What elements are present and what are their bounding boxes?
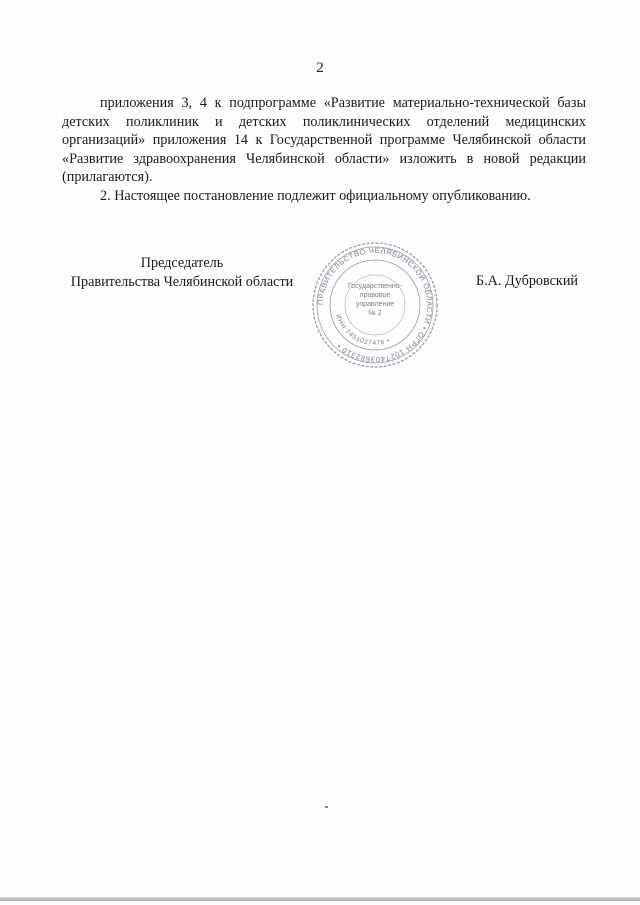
signatory-name: Б.А. Дубровский [475,273,578,289]
signatory-position-line2: Правительства Челябинской области [70,273,294,290]
signatory-position [62,254,302,291]
page-number: 2 [316,60,324,76]
paragraph-appendix-amendment: приложения 3, 4 к подпрограмме «Развитие материально-технической базы детских поликлиник и детских поликлинических отделений медицинских организаций» приложения 14 к Государственной программе Челябинской области «Развитие здравоохранения Челябинской области» изложить в новой редакции (прилагаются). [62,95,586,185]
scan-bottom-edge [0,897,640,901]
signature-block [62,245,586,374]
seal-center-line3: управление [355,301,395,308]
official-seal [310,240,440,370]
paragraph-publication: 2. Настоящее постановление подлежит официальному опубликованию. [100,187,531,204]
seal-center-line4: № 2 [368,310,382,317]
document-body [62,94,586,205]
svg-text:ИНН 7451027476 • [334,313,391,347]
scan-speck [325,806,328,808]
seal-inner-text: ИНН 7451027476 • [334,313,392,348]
signatory-position-line1: Председатель [140,255,224,271]
seal-center-line2: правовое [359,292,391,299]
seal-outer-text: ПРАВИТЕЛЬСТВО ЧЕЛЯБИНСКОЙ ОБЛАСТИ • ОГРН 1027403882310 • [315,245,435,365]
seal-center-line1: Государственно- [347,283,403,290]
seal-center-text [334,282,416,318]
